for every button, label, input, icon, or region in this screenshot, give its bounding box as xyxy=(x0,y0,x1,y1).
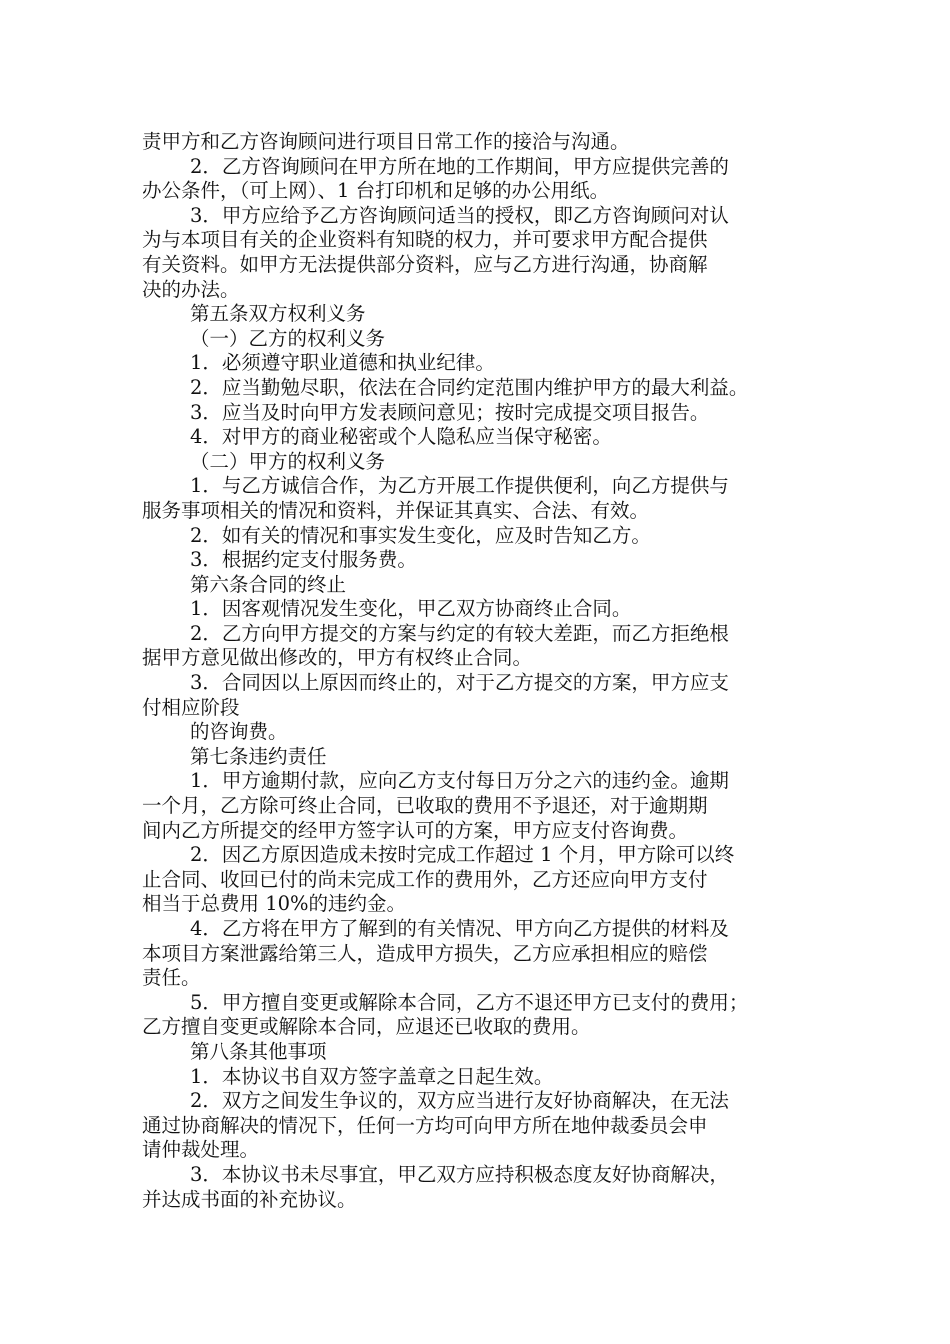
paragraph-line-indented: 2．因乙方原因造成未按时完成工作超过 1 个月，甲方除可以终 xyxy=(190,843,735,867)
paragraph-line-indented: 第八条其他事项 xyxy=(190,1039,327,1063)
paragraph-line-indented: 4．乙方将在甲方了解到的有关情况、甲方向乙方提供的材料及 xyxy=(190,917,729,940)
paragraph-line-indented: 1．因客观情况发生变化，甲乙双方协商终止合同。 xyxy=(190,597,632,621)
paragraph-line: 止合同、收回已付的尚未完成工作的费用外，乙方还应向甲方支付 xyxy=(142,867,708,891)
paragraph-line: 决的办法。 xyxy=(142,277,240,301)
paragraph-line-indented: 3．本协议书未尽事宜，甲乙双方应持积极态度友好协商解决， xyxy=(190,1162,729,1186)
paragraph-line-indented: 第七条违约责任 xyxy=(190,744,327,768)
paragraph-line-indented: 的咨询费。 xyxy=(190,720,288,744)
paragraph-line-indented: 3．根据约定支付服务费。 xyxy=(190,548,417,572)
paragraph-line-indented: 3．合同因以上原因而终止的，对于乙方提交的方案，甲方应支 xyxy=(190,671,729,695)
paragraph-line-indented: （二）甲方的权利义务 xyxy=(190,449,386,473)
paragraph-line-indented: 2．乙方向甲方提交的方案与约定的有较大差距，而乙方拒绝根 xyxy=(190,621,729,645)
paragraph-line: 并达成书面的补充协议。 xyxy=(142,1187,357,1211)
paragraph-line-indented: 2．应当勤勉尽职，依法在合同约定范围内维护甲方的最大利益。 xyxy=(190,375,749,399)
paragraph-line-indented: 3．应当及时向甲方发表顾问意见；按时完成提交项目报告。 xyxy=(190,400,710,424)
paragraph-line-indented: 2．双方之间发生争议的，双方应当进行友好协商解决，在无法 xyxy=(190,1089,729,1113)
paragraph-line-indented: （一）乙方的权利义务 xyxy=(190,326,386,350)
paragraph-line-indented: 2．如有关的情况和事实发生变化，应及时告知乙方。 xyxy=(190,523,651,547)
paragraph-line: 本项目方案泄露给第三人，造成甲方损失，乙方应承担相应的赔偿 xyxy=(142,941,708,965)
paragraph-line: 一个月，乙方除可终止合同，已收取的费用不予退还，对于逾期期 xyxy=(142,794,708,818)
paragraph-line-indented: 1．与乙方诚信合作，为乙方开展工作提供便利，向乙方提供与 xyxy=(190,474,729,498)
paragraph-line-indented: 2．乙方咨询顾问在甲方所在地的工作期间，甲方应提供完善的 xyxy=(190,154,729,178)
paragraph-line: 相当于总费用 10%的违约金。 xyxy=(142,892,407,916)
paragraph-line-indented: 第五条双方权利义务 xyxy=(190,302,366,326)
paragraph-line: 通过协商解决的情况下，任何一方均可向甲方所在地仲裁委员会申 xyxy=(142,1113,708,1137)
paragraph-line: 乙方擅自变更或解除本合同，应退还已收取的费用。 xyxy=(142,1015,591,1039)
paragraph-line: 请仲裁处理。 xyxy=(142,1138,260,1162)
paragraph-line: 办公条件，（可上网）、1 台打印机和足够的办公用纸。 xyxy=(142,179,610,203)
paragraph-line: 据甲方意见做出修改的，甲方有权终止合同。 xyxy=(142,646,533,670)
paragraph-line-indented: 5．甲方擅自变更或解除本合同，乙方不退还甲方已支付的费用； xyxy=(190,990,749,1014)
paragraph-line: 为与本项目有关的企业资料有知晓的权力，并可要求甲方配合提供 xyxy=(142,228,708,252)
paragraph-line-indented: 第六条合同的终止 xyxy=(190,572,347,596)
paragraph-line: 责甲方和乙方咨询顾问进行项目日常工作的接洽与沟通。 xyxy=(142,130,630,153)
paragraph-line-indented: 4．对甲方的商业秘密或个人隐私应当保守秘密。 xyxy=(190,425,612,449)
paragraph-line-indented: 1．甲方逾期付款，应向乙方支付每日万分之六的违约金。逾期 xyxy=(190,769,729,793)
paragraph-line-indented: 1．必须遵守职业道德和执业纪律。 xyxy=(190,351,495,375)
paragraph-line: 付相应阶段 xyxy=(142,695,240,719)
paragraph-line-indented: 3．甲方应给予乙方咨询顾问适当的授权，即乙方咨询顾问对认 xyxy=(190,203,729,227)
paragraph-line: 服务事项相关的情况和资料，并保证其真实、合法、有效。 xyxy=(142,498,650,522)
document-body xyxy=(142,130,822,1212)
paragraph-line-indented: 1．本协议书自双方签字盖章之日起生效。 xyxy=(190,1064,554,1088)
paragraph-line: 间内乙方所提交的经甲方签字认可的方案，甲方应支付咨询费。 xyxy=(142,818,689,842)
paragraph-line: 责任。 xyxy=(142,966,201,990)
paragraph-line: 有关资料。如甲方无法提供部分资料，应与乙方进行沟通，协商解 xyxy=(142,252,708,276)
